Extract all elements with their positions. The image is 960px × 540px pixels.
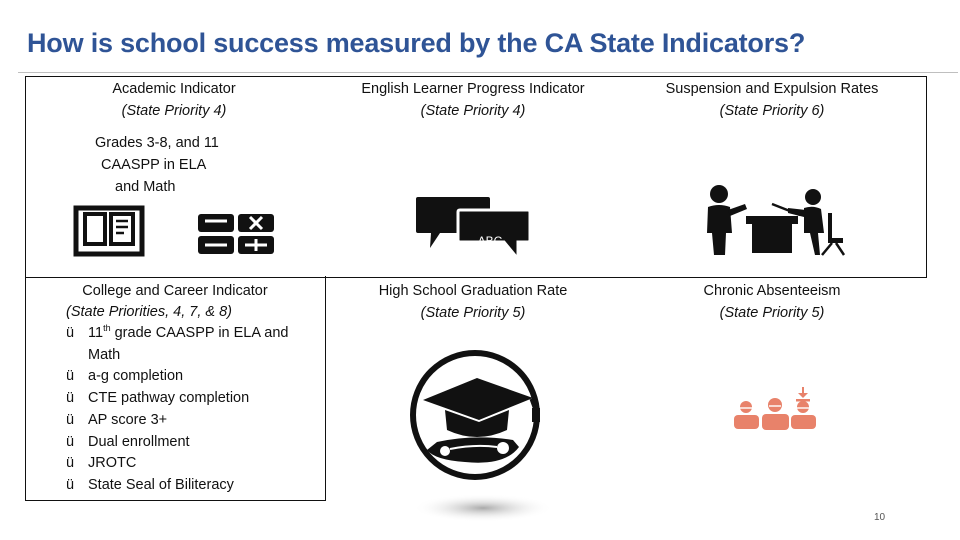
list-item-text: grade CAASPP in ELA and bbox=[110, 325, 289, 341]
college-career-heading: College and Career Indicator bbox=[82, 283, 268, 299]
academic-detail-line-2: CAASPP in ELA bbox=[101, 157, 207, 173]
speech-bubbles-icon bbox=[410, 193, 538, 263]
check-icon: ü bbox=[66, 368, 75, 385]
speech-bubble-label: ABC bbox=[477, 234, 503, 248]
list-item-text: JROTC bbox=[88, 455, 137, 472]
absenteeism-heading: Chronic Absenteeism bbox=[703, 283, 841, 299]
check-icon: ü bbox=[66, 411, 75, 428]
list-item bbox=[66, 432, 318, 454]
english-learner-heading: English Learner Progress Indicator bbox=[361, 81, 585, 97]
teacher-student-icon bbox=[700, 183, 850, 258]
calculator-icon bbox=[196, 213, 278, 255]
title-divider bbox=[18, 72, 958, 73]
suspension-priority: (State Priority 6) bbox=[719, 103, 825, 119]
list-item bbox=[66, 323, 318, 345]
slide-title: How is school success measured by the CA State Indicators? bbox=[27, 28, 806, 58]
graduation-cap-diploma-icon bbox=[395, 350, 565, 530]
suspension-heading: Suspension and Expulsion Rates bbox=[665, 81, 879, 97]
list-item-text: Math bbox=[88, 346, 121, 363]
list-item-text: State Seal of Biliteracy bbox=[88, 476, 234, 493]
absent-students-icon bbox=[730, 385, 822, 435]
list-item-text: Dual enrollment bbox=[88, 433, 190, 450]
academic-detail-line-3: and Math bbox=[115, 179, 176, 195]
english-learner-indicator-heading bbox=[333, 78, 613, 122]
college-career-indicator-heading bbox=[60, 280, 290, 302]
list-item bbox=[66, 366, 318, 388]
list-item bbox=[66, 475, 318, 497]
list-item bbox=[66, 453, 318, 475]
absenteeism-indicator-heading bbox=[632, 280, 912, 324]
list-item-ordinal-suffix: th bbox=[103, 323, 111, 334]
college-career-checklist bbox=[66, 323, 318, 497]
academic-indicator-heading bbox=[74, 78, 274, 122]
list-item-continuation bbox=[66, 345, 318, 367]
check-icon: ü bbox=[66, 325, 75, 341]
graduation-indicator-heading bbox=[333, 280, 613, 324]
academic-detail-line-1: Grades 3-8, and 11 bbox=[95, 135, 219, 151]
list-item-text: AP score 3+ bbox=[88, 411, 168, 428]
list-item-text: CTE pathway completion bbox=[88, 390, 250, 407]
book-icon bbox=[72, 205, 150, 257]
list-item-text: a-g completion bbox=[88, 368, 184, 385]
check-icon: ü bbox=[66, 433, 75, 450]
academic-detail bbox=[95, 132, 219, 198]
college-career-priority: (State Priorities, 4, 7, & 8) bbox=[66, 304, 233, 320]
english-learner-priority: (State Priority 4) bbox=[420, 103, 526, 119]
check-icon: ü bbox=[66, 455, 75, 472]
list-item bbox=[66, 410, 318, 432]
suspension-indicator-heading bbox=[632, 78, 912, 122]
academic-priority: (State Priority 4) bbox=[121, 103, 227, 119]
list-item-ordinal: 11 bbox=[88, 325, 104, 341]
check-icon: ü bbox=[66, 476, 75, 493]
page-number: 10 bbox=[874, 512, 886, 523]
list-item bbox=[66, 388, 318, 410]
graduation-heading: High School Graduation Rate bbox=[378, 283, 568, 299]
academic-heading: Academic Indicator bbox=[112, 81, 236, 97]
check-icon: ü bbox=[66, 390, 75, 407]
graduation-priority: (State Priority 5) bbox=[420, 305, 526, 321]
absenteeism-priority: (State Priority 5) bbox=[719, 305, 825, 321]
